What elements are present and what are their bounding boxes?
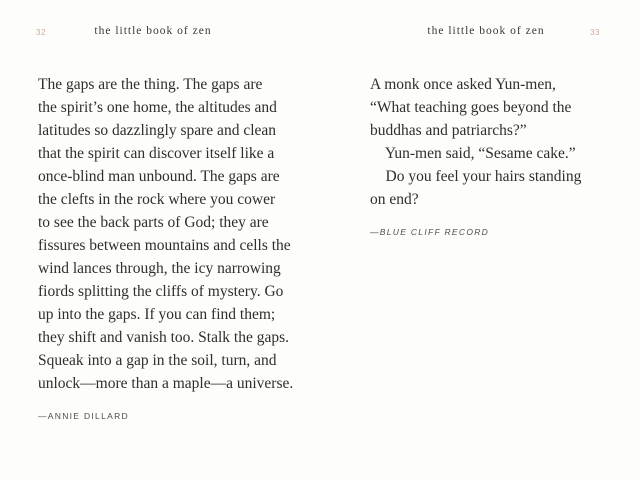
text-line: Do you feel your hairs standing <box>370 168 582 185</box>
text-line: unlock—more than a maple—a universe. <box>38 375 294 392</box>
text-line: once-blind man unbound. The gaps are <box>38 168 280 185</box>
text-line: Yun-men said, “Sesame cake.” <box>370 145 576 162</box>
text-line: fissures between mountains and cells the <box>38 237 291 254</box>
text-line: on end? <box>370 191 419 208</box>
text-line: the spirit’s one home, the altitudes and <box>38 99 277 116</box>
text-line: that the spirit can discover itself like a <box>38 145 275 162</box>
text-line: latitudes so dazzlingly spare and clean <box>38 122 277 139</box>
text-line: The gaps are the thing. The gaps are <box>38 76 263 93</box>
text-line: buddhas and patriarchs?” <box>370 122 527 139</box>
right-attribution: —BLUE CLIFF RECORD <box>370 227 490 237</box>
right-page-text <box>370 73 630 237</box>
text-line: wind lances through, the icy narrowing <box>38 260 281 277</box>
page-number-left: 32 <box>36 28 46 37</box>
running-header-right: the little book of zen <box>427 25 545 37</box>
text-line: fiords splitting the cliffs of mystery. Go <box>38 283 284 300</box>
text-line: to see the back parts of God; they are <box>38 214 269 231</box>
text-line: they shift and vanish too. Stalk the gaps. <box>38 329 289 346</box>
running-header-left: the little book of zen <box>94 25 212 37</box>
text-line: the clefts in the rock where you cower <box>38 191 276 208</box>
left-attribution: —ANNIE DILLARD <box>38 411 129 421</box>
text-line: Squeak into a gap in the soil, turn, and <box>38 352 277 369</box>
page-number-right: 33 <box>590 28 600 37</box>
left-page-text <box>38 73 306 421</box>
page-right <box>320 0 640 480</box>
text-line: A monk once asked Yun-men, <box>370 76 556 93</box>
text-line: “What teaching goes beyond the <box>370 99 572 116</box>
text-line: up into the gaps. If you can find them; <box>38 306 276 323</box>
